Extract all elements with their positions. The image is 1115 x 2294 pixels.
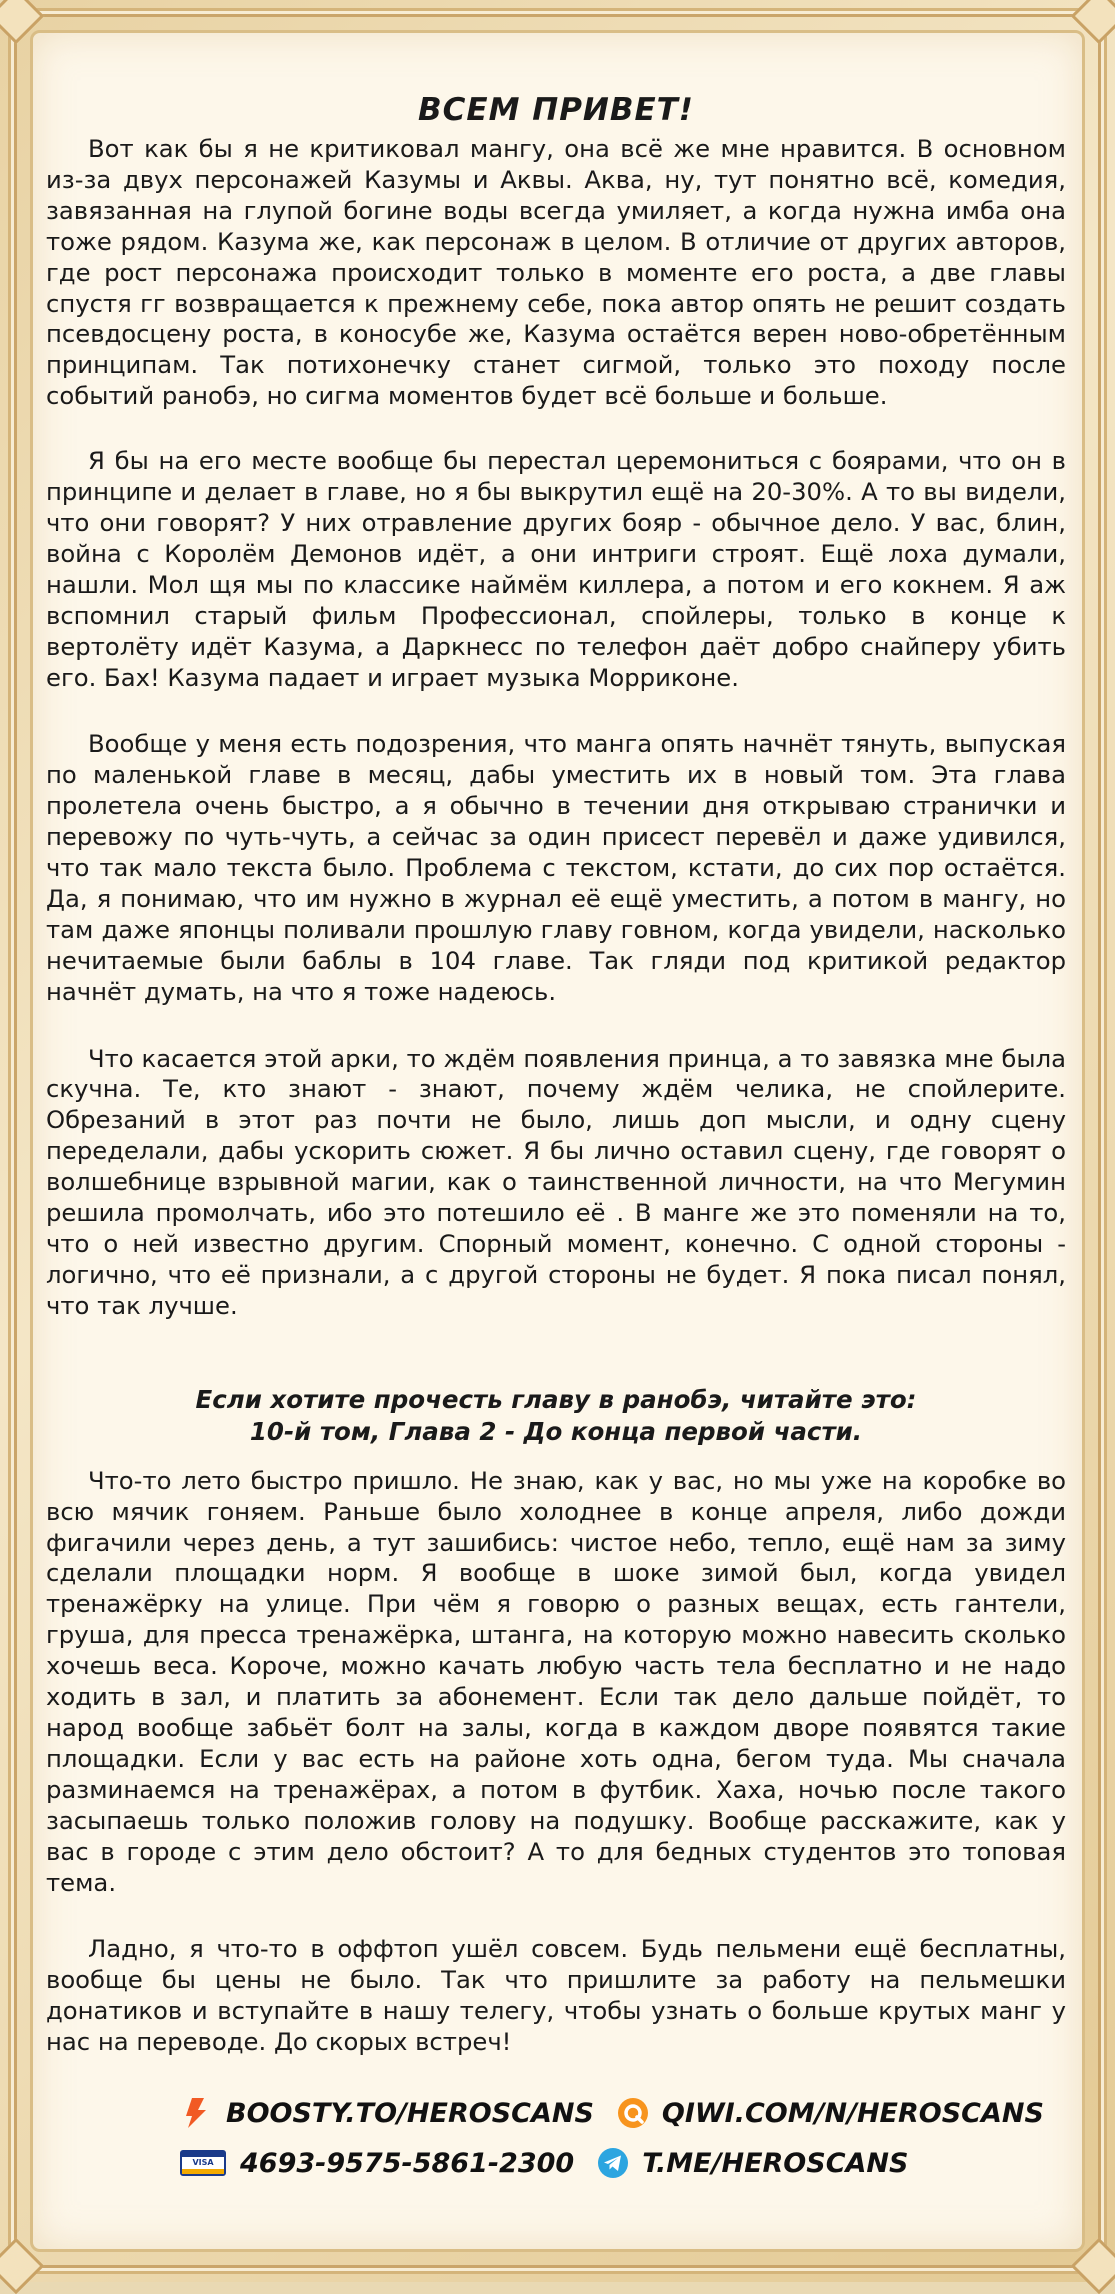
boosty-url: BOOSTY.TO/HEROSCANS [226, 2097, 594, 2129]
visa-card-icon: VISA [180, 2150, 226, 2176]
boosty-link[interactable] [180, 2096, 594, 2130]
paragraph: Я бы на его месте вообще бы перестал церемониться с боярами, что он в принципе и делает в главе, но я бы выкрутил ещё на 20-30%. А то вы видели, что они говорят? У них отравление других бояр - обычное дело. У вас, блин, война с Королём Демонов идёт, а они интриги строят. Ещё лоха думали, нашли. Мол щя мы по классике наймём киллера, а потом и его кокнем. Я аж вспомнил старый фильм Профессионал, спойлеры, только в конце к вертолёту идёт Казума, а Даркнесс по телефон даёт добро снайперу убить его. Бах! Казума падает и играет музыка Морриконе. [46, 446, 1066, 692]
ranobe-heading-line2: 10-й том, Глава 2 - До конца первой части. [249, 1416, 863, 1446]
card-number-text: 4693-9575-5861-2300 [240, 2147, 575, 2179]
paragraph: Что касается этой арки, то ждём появления принца, а то завязка мне была скучна. Те, кто знают - знают, почему ждём челика, не спойлерите. Обрезаний в этот раз почти не было, лишь доп мысли, и одну сцену переделали, дабы ускорить сюжет. Я бы лично оставил сцену, где говорят о волшебнице взрывной магии, как о таинственной личности, на что Мегумин решила промолчать, ибо это потешило её . В манге же это поменяли на то, что о ней известно другим. Спорный момент, конечно. С одной стороны - логично, что её признали, а с другой стороны не будет. Я пока писал понял, что так лучше. [46, 1043, 1066, 1320]
qiwi-link[interactable] [616, 2096, 1044, 2130]
article [46, 62, 1066, 2058]
ranobe-heading-line1: Если хотите прочесть главу в ранобэ, читайте это: [195, 1384, 917, 1414]
boosty-icon [180, 2096, 214, 2130]
paragraph: Ладно, я что-то в оффтоп ушёл совсем. Будь пельмени ещё бесплатны, вообще бы цены не было. Так что пришлите за работу на пельмешки донатиков и вступайте в нашу телегу, чтобы узнать о больше крутых манг у нас на переводе. До скорых встреч! [46, 1934, 1066, 2057]
page-title: ВСЕМ ПРИВЕТ! [418, 92, 694, 128]
paragraph: Вот как бы я не критиковал мангу, она всё же мне нравится. В основном из-за двух персонажей Казумы и Аквы. Аква, ну, тут понятно всё, комедия, завязанная на глупой богине воды всегда умиляет, а когда нужна имба она тоже рядом. Казума же, как персонаж в целом. В отличие от других авторов, где рост персонажа происходит только в моменте его роста, а две главы спустя гг возвращается к прежнему себе, пока автор опять не решит создать псевдосцену роста, в коносубе же, Казума остаётся верен ново-обретённым принципам. Так потихонечку станет сигмой, только это походу после событий ранобэ, но сигма моментов будет всё больше и больше. [46, 134, 1066, 411]
qiwi-url: QIWI.COM/N/HEROSCANS [661, 2097, 1044, 2129]
telegram-url: T.ME/HEROSCANS [642, 2147, 909, 2179]
card-number[interactable] [180, 2148, 574, 2179]
paragraph: Что-то лето быстро пришло. Не знаю, как у вас, но мы уже на коробке во всю мячик гоняем. Раньше было холоднее в конце апреля, либо дожди фигачили через день, а тут зашибись: чистое небо, тепло, ещё нам за зиму сделали площадки норм. Я вообще в шоке зимой был, когда увидел тренажёрку на улице. При чём я говорю о разных вещах, есть гантели, груша, для пресса тренажёрка, штанга, на которую можно навесить сколько хочешь веса. Короче, можно качать любую часть тела бесплатно и не надо ходить в зал, и платить за абонемент. Если так дело дальше пойдёт, то народ вообще забьёт болт на залы, когда в каждом дворе появятся такие площадки. Если у вас есть на районе хоть одна, бегом туда. Мы сначала разминаемся на тренажёрах, а потом в футбик. Хаха, ночью после такого засыпаешь только положив голову на подушку. Вообще расскажите, как у вас в городе с этим дело обстоит? А то для бедных студентов это топовая тема. [46, 1465, 1066, 1897]
paragraph: Вообще у меня есть подозрения, что манга опять начнёт тянуть, выпуская по маленькой главе в месяц, дабы уместить их в новый том. Эта глава пролетела очень быстро, а я обычно в течении дня открываю странички и перевожу по чуть-чуть, а сейчас за один присест перевёл и даже удивился, что так мало текста было. Проблема с текстом, кстати, до сих пор остаётся. Да, я понимаю, что им нужно в журнал её ещё уместить, а потом в мангу, но там даже японцы поливали прошлую главу говном, когда увидели, насколько нечитаемые были баблы в 104 главе. Так гляди под критикой редактор начнёт думать, на что я тоже надеюсь. [46, 729, 1066, 1006]
support-links [180, 2088, 1044, 2188]
telegram-link[interactable] [596, 2146, 908, 2180]
qiwi-icon [616, 2096, 650, 2130]
telegram-icon [596, 2146, 630, 2180]
